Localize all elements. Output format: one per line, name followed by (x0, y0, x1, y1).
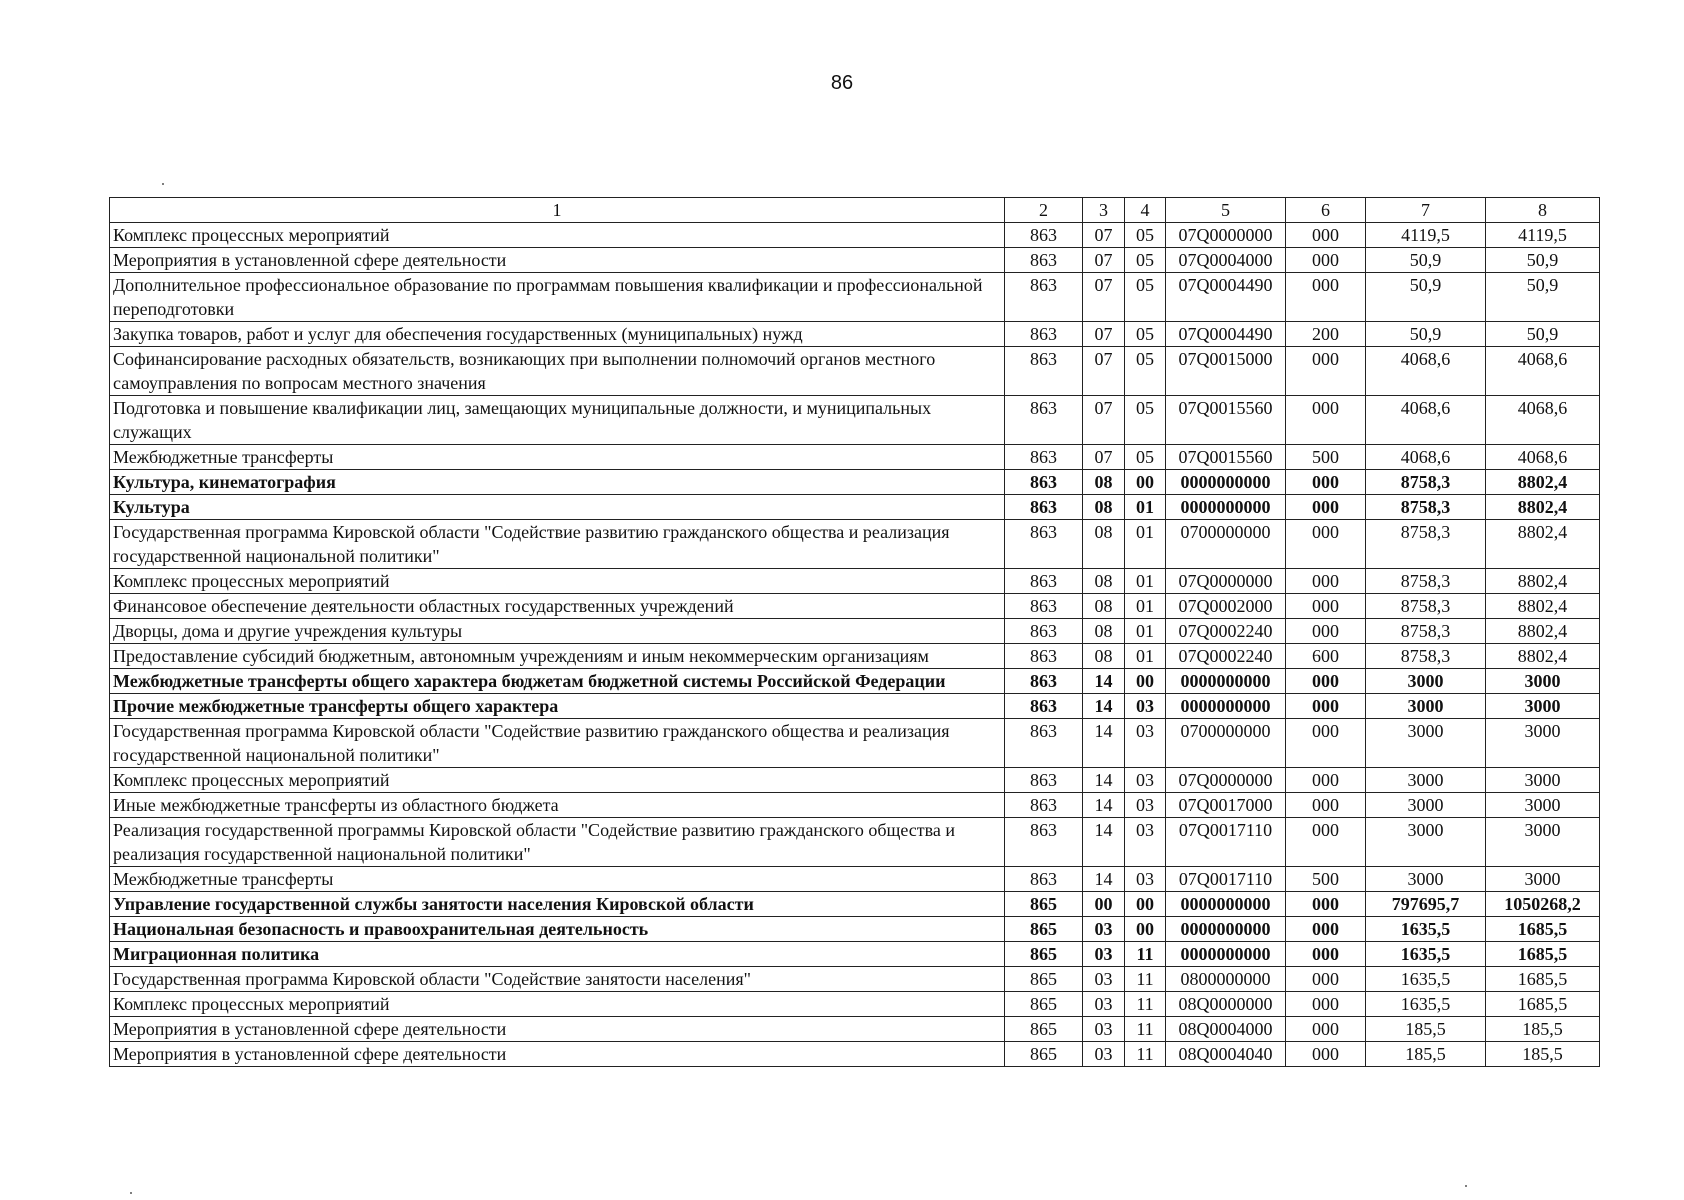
row-expense-type-cell: 000 (1286, 1017, 1366, 1042)
row-target-cell: 0800000000 (1166, 967, 1286, 992)
table-row (110, 917, 1600, 942)
row-section-cell: 08 (1083, 569, 1125, 594)
row-amount-cell: 8758,3 (1366, 495, 1486, 520)
row-code-cell: 863 (1005, 694, 1083, 719)
row-code-cell: 863 (1005, 619, 1083, 644)
row-subsection-cell: 05 (1125, 396, 1166, 445)
row-expense-type-cell: 500 (1286, 867, 1366, 892)
row-amount-cell: 3000 (1486, 694, 1600, 719)
row-section-cell: 08 (1083, 594, 1125, 619)
row-amount-cell: 185,5 (1486, 1017, 1600, 1042)
row-subsection-cell: 05 (1125, 273, 1166, 322)
row-amount-cell: 3000 (1486, 669, 1600, 694)
row-amount-cell: 1635,5 (1366, 992, 1486, 1017)
row-expense-type-cell: 000 (1286, 1042, 1366, 1067)
row-target-cell: 07Q0015560 (1166, 396, 1286, 445)
row-subsection-cell: 01 (1125, 569, 1166, 594)
row-expense-type-cell: 000 (1286, 719, 1366, 768)
row-amount-cell: 4068,6 (1366, 396, 1486, 445)
row-target-cell: 0000000000 (1166, 917, 1286, 942)
row-amount-cell: 1635,5 (1366, 942, 1486, 967)
row-target-cell: 0000000000 (1166, 669, 1286, 694)
row-amount-cell: 4068,6 (1366, 347, 1486, 396)
table-row (110, 669, 1600, 694)
row-name-cell: Комплекс процессных мероприятий (110, 992, 1005, 1017)
row-name-cell: Межбюджетные трансферты (110, 867, 1005, 892)
row-amount-cell: 3000 (1486, 867, 1600, 892)
row-target-cell: 07Q0000000 (1166, 768, 1286, 793)
row-expense-type-cell: 000 (1286, 619, 1366, 644)
row-expense-type-cell: 000 (1286, 520, 1366, 569)
table-row (110, 594, 1600, 619)
row-subsection-cell: 00 (1125, 470, 1166, 495)
row-code-cell: 865 (1005, 917, 1083, 942)
row-subsection-cell: 05 (1125, 248, 1166, 273)
row-expense-type-cell: 200 (1286, 322, 1366, 347)
table-row (110, 1017, 1600, 1042)
row-subsection-cell: 05 (1125, 322, 1166, 347)
column-header: 3 (1083, 198, 1125, 223)
row-code-cell: 863 (1005, 594, 1083, 619)
row-amount-cell: 8758,3 (1366, 619, 1486, 644)
row-subsection-cell: 11 (1125, 1017, 1166, 1042)
row-section-cell: 14 (1083, 867, 1125, 892)
row-expense-type-cell: 000 (1286, 992, 1366, 1017)
budget-table (109, 197, 1600, 1067)
row-amount-cell: 3000 (1486, 719, 1600, 768)
row-target-cell: 08Q0004000 (1166, 1017, 1286, 1042)
row-section-cell: 08 (1083, 520, 1125, 569)
scan-speck (162, 183, 164, 185)
row-section-cell: 03 (1083, 917, 1125, 942)
table-row (110, 768, 1600, 793)
row-subsection-cell: 00 (1125, 892, 1166, 917)
row-target-cell: 07Q0004490 (1166, 273, 1286, 322)
row-section-cell: 14 (1083, 694, 1125, 719)
row-amount-cell: 8758,3 (1366, 520, 1486, 569)
row-code-cell: 863 (1005, 569, 1083, 594)
row-name-cell: Дворцы, дома и другие учреждения культуры (110, 619, 1005, 644)
row-expense-type-cell: 000 (1286, 594, 1366, 619)
row-amount-cell: 4119,5 (1366, 223, 1486, 248)
row-expense-type-cell: 000 (1286, 793, 1366, 818)
row-target-cell: 07Q0017110 (1166, 867, 1286, 892)
row-amount-cell: 50,9 (1366, 322, 1486, 347)
column-header: 2 (1005, 198, 1083, 223)
row-amount-cell: 1685,5 (1486, 992, 1600, 1017)
table-row (110, 396, 1600, 445)
row-amount-cell: 8758,3 (1366, 569, 1486, 594)
row-name-cell: Национальная безопасность и правоохранительная деятельность (110, 917, 1005, 942)
row-expense-type-cell: 000 (1286, 917, 1366, 942)
column-header: 1 (110, 198, 1005, 223)
row-subsection-cell: 00 (1125, 917, 1166, 942)
row-name-cell: Реализация государственной программы Кировской области "Содействие развитию гражданского общества и реализация государственной национальной политики" (110, 818, 1005, 867)
column-header: 7 (1366, 198, 1486, 223)
row-subsection-cell: 11 (1125, 942, 1166, 967)
row-code-cell: 865 (1005, 992, 1083, 1017)
row-amount-cell: 1635,5 (1366, 967, 1486, 992)
row-section-cell: 08 (1083, 495, 1125, 520)
row-section-cell: 14 (1083, 669, 1125, 694)
row-target-cell: 07Q0015560 (1166, 445, 1286, 470)
row-subsection-cell: 00 (1125, 669, 1166, 694)
table-row (110, 619, 1600, 644)
row-amount-cell: 8802,4 (1486, 495, 1600, 520)
row-subsection-cell: 03 (1125, 793, 1166, 818)
row-code-cell: 863 (1005, 520, 1083, 569)
row-expense-type-cell: 000 (1286, 694, 1366, 719)
row-amount-cell: 797695,7 (1366, 892, 1486, 917)
row-subsection-cell: 01 (1125, 619, 1166, 644)
row-name-cell: Дополнительное профессиональное образование по программам повышения квалификации и профессиональной переподготовки (110, 273, 1005, 322)
row-name-cell: Управление государственной службы занятости населения Кировской области (110, 892, 1005, 917)
table-row (110, 818, 1600, 867)
table-row (110, 793, 1600, 818)
row-subsection-cell: 01 (1125, 594, 1166, 619)
row-amount-cell: 8802,4 (1486, 644, 1600, 669)
table-row (110, 223, 1600, 248)
row-section-cell: 07 (1083, 445, 1125, 470)
column-header: 8 (1486, 198, 1600, 223)
row-amount-cell: 4119,5 (1486, 223, 1600, 248)
row-amount-cell: 3000 (1366, 694, 1486, 719)
row-amount-cell: 4068,6 (1486, 445, 1600, 470)
row-expense-type-cell: 000 (1286, 967, 1366, 992)
row-code-cell: 865 (1005, 967, 1083, 992)
row-code-cell: 863 (1005, 273, 1083, 322)
table-row (110, 445, 1600, 470)
row-amount-cell: 3000 (1366, 719, 1486, 768)
row-subsection-cell: 11 (1125, 967, 1166, 992)
row-section-cell: 07 (1083, 273, 1125, 322)
row-code-cell: 863 (1005, 644, 1083, 669)
row-target-cell: 07Q0017000 (1166, 793, 1286, 818)
row-target-cell: 07Q0002240 (1166, 644, 1286, 669)
row-name-cell: Межбюджетные трансферты общего характера бюджетам бюджетной системы Российской Федерации (110, 669, 1005, 694)
table-row (110, 273, 1600, 322)
row-name-cell: Предоставление субсидий бюджетным, автономным учреждениям и иным некоммерческим организациям (110, 644, 1005, 669)
row-subsection-cell: 05 (1125, 445, 1166, 470)
row-expense-type-cell: 600 (1286, 644, 1366, 669)
row-name-cell: Иные межбюджетные трансферты из областного бюджета (110, 793, 1005, 818)
table-row (110, 694, 1600, 719)
row-expense-type-cell: 000 (1286, 892, 1366, 917)
row-section-cell: 07 (1083, 396, 1125, 445)
row-code-cell: 863 (1005, 322, 1083, 347)
scan-speck (1465, 1185, 1467, 1187)
row-subsection-cell: 11 (1125, 992, 1166, 1017)
row-target-cell: 07Q0004490 (1166, 322, 1286, 347)
page-number: 86 (830, 72, 854, 94)
row-section-cell: 14 (1083, 818, 1125, 867)
row-amount-cell: 50,9 (1486, 322, 1600, 347)
row-code-cell: 863 (1005, 396, 1083, 445)
row-target-cell: 07Q0015000 (1166, 347, 1286, 396)
row-amount-cell: 3000 (1366, 867, 1486, 892)
row-amount-cell: 3000 (1486, 768, 1600, 793)
row-code-cell: 863 (1005, 793, 1083, 818)
row-code-cell: 863 (1005, 818, 1083, 867)
table-row (110, 719, 1600, 768)
table-row (110, 569, 1600, 594)
row-expense-type-cell: 000 (1286, 396, 1366, 445)
row-amount-cell: 185,5 (1366, 1017, 1486, 1042)
row-target-cell: 07Q0000000 (1166, 223, 1286, 248)
row-name-cell: Мероприятия в установленной сфере деятельности (110, 248, 1005, 273)
row-section-cell: 14 (1083, 719, 1125, 768)
row-name-cell: Государственная программа Кировской области "Содействие занятости населения" (110, 967, 1005, 992)
row-amount-cell: 50,9 (1486, 248, 1600, 273)
row-amount-cell: 3000 (1486, 818, 1600, 867)
table-body (110, 223, 1600, 1067)
table-row (110, 644, 1600, 669)
row-amount-cell: 3000 (1366, 818, 1486, 867)
row-code-cell: 865 (1005, 1042, 1083, 1067)
row-code-cell: 863 (1005, 768, 1083, 793)
row-target-cell: 07Q0017110 (1166, 818, 1286, 867)
row-section-cell: 00 (1083, 892, 1125, 917)
row-code-cell: 865 (1005, 942, 1083, 967)
row-amount-cell: 3000 (1366, 768, 1486, 793)
row-code-cell: 865 (1005, 892, 1083, 917)
table-row (110, 470, 1600, 495)
row-code-cell: 865 (1005, 1017, 1083, 1042)
table-row (110, 867, 1600, 892)
row-subsection-cell: 03 (1125, 867, 1166, 892)
row-subsection-cell: 01 (1125, 495, 1166, 520)
column-header: 5 (1166, 198, 1286, 223)
row-amount-cell: 3000 (1486, 793, 1600, 818)
row-name-cell: Государственная программа Кировской области "Содействие развитию гражданского общества и реализация государственной национальной политики" (110, 520, 1005, 569)
row-code-cell: 863 (1005, 669, 1083, 694)
row-amount-cell: 3000 (1366, 793, 1486, 818)
row-expense-type-cell: 000 (1286, 223, 1366, 248)
row-amount-cell: 8802,4 (1486, 619, 1600, 644)
row-target-cell: 07Q0004000 (1166, 248, 1286, 273)
row-subsection-cell: 01 (1125, 520, 1166, 569)
table-row (110, 495, 1600, 520)
row-section-cell: 03 (1083, 942, 1125, 967)
row-section-cell: 08 (1083, 470, 1125, 495)
row-name-cell: Миграционная политика (110, 942, 1005, 967)
row-code-cell: 863 (1005, 445, 1083, 470)
row-expense-type-cell: 500 (1286, 445, 1366, 470)
row-amount-cell: 8802,4 (1486, 569, 1600, 594)
row-amount-cell: 8758,3 (1366, 470, 1486, 495)
row-target-cell: 0000000000 (1166, 892, 1286, 917)
row-target-cell: 07Q0002000 (1166, 594, 1286, 619)
row-amount-cell: 185,5 (1486, 1042, 1600, 1067)
row-name-cell: Финансовое обеспечение деятельности областных государственных учреждений (110, 594, 1005, 619)
table-row (110, 942, 1600, 967)
row-target-cell: 08Q0004040 (1166, 1042, 1286, 1067)
row-name-cell: Комплекс процессных мероприятий (110, 768, 1005, 793)
table-row (110, 992, 1600, 1017)
row-expense-type-cell: 000 (1286, 347, 1366, 396)
table-row (110, 520, 1600, 569)
row-subsection-cell: 03 (1125, 694, 1166, 719)
row-amount-cell: 1635,5 (1366, 917, 1486, 942)
row-code-cell: 863 (1005, 495, 1083, 520)
row-target-cell: 0000000000 (1166, 495, 1286, 520)
table-row (110, 248, 1600, 273)
row-amount-cell: 1685,5 (1486, 942, 1600, 967)
row-section-cell: 03 (1083, 967, 1125, 992)
row-section-cell: 08 (1083, 619, 1125, 644)
row-expense-type-cell: 000 (1286, 248, 1366, 273)
scan-speck (130, 1192, 132, 1194)
row-amount-cell: 1685,5 (1486, 967, 1600, 992)
row-section-cell: 08 (1083, 644, 1125, 669)
row-amount-cell: 50,9 (1366, 273, 1486, 322)
row-name-cell: Комплекс процессных мероприятий (110, 223, 1005, 248)
row-section-cell: 07 (1083, 223, 1125, 248)
table-row (110, 347, 1600, 396)
row-amount-cell: 8758,3 (1366, 594, 1486, 619)
row-amount-cell: 1050268,2 (1486, 892, 1600, 917)
row-amount-cell: 8802,4 (1486, 594, 1600, 619)
row-target-cell: 0700000000 (1166, 719, 1286, 768)
row-expense-type-cell: 000 (1286, 768, 1366, 793)
row-expense-type-cell: 000 (1286, 273, 1366, 322)
table-row (110, 967, 1600, 992)
row-name-cell: Культура (110, 495, 1005, 520)
row-section-cell: 14 (1083, 768, 1125, 793)
row-code-cell: 863 (1005, 470, 1083, 495)
row-amount-cell: 50,9 (1366, 248, 1486, 273)
row-amount-cell: 8758,3 (1366, 644, 1486, 669)
row-code-cell: 863 (1005, 867, 1083, 892)
row-subsection-cell: 05 (1125, 223, 1166, 248)
row-section-cell: 14 (1083, 793, 1125, 818)
row-expense-type-cell: 000 (1286, 569, 1366, 594)
row-expense-type-cell: 000 (1286, 470, 1366, 495)
column-header: 4 (1125, 198, 1166, 223)
row-subsection-cell: 03 (1125, 719, 1166, 768)
row-code-cell: 863 (1005, 248, 1083, 273)
row-subsection-cell: 01 (1125, 644, 1166, 669)
row-target-cell: 0000000000 (1166, 470, 1286, 495)
row-section-cell: 03 (1083, 992, 1125, 1017)
table-row (110, 322, 1600, 347)
row-name-cell: Закупка товаров, работ и услуг для обеспечения государственных (муниципальных) нужд (110, 322, 1005, 347)
table-row (110, 1042, 1600, 1067)
row-amount-cell: 4068,6 (1486, 347, 1600, 396)
row-amount-cell: 3000 (1366, 669, 1486, 694)
row-section-cell: 03 (1083, 1017, 1125, 1042)
row-name-cell: Софинансирование расходных обязательств, возникающих при выполнении полномочий органов местного самоуправления по вопросам местного значения (110, 347, 1005, 396)
row-expense-type-cell: 000 (1286, 495, 1366, 520)
row-section-cell: 07 (1083, 347, 1125, 396)
row-target-cell: 0700000000 (1166, 520, 1286, 569)
row-name-cell: Государственная программа Кировской области "Содействие развитию гражданского общества и реализация государственной национальной политики" (110, 719, 1005, 768)
row-subsection-cell: 03 (1125, 818, 1166, 867)
row-name-cell: Культура, кинематография (110, 470, 1005, 495)
row-target-cell: 07Q0002240 (1166, 619, 1286, 644)
table-header-row (110, 198, 1600, 223)
row-section-cell: 07 (1083, 248, 1125, 273)
row-amount-cell: 4068,6 (1486, 396, 1600, 445)
table-row (110, 892, 1600, 917)
row-name-cell: Мероприятия в установленной сфере деятельности (110, 1017, 1005, 1042)
row-name-cell: Прочие межбюджетные трансферты общего характера (110, 694, 1005, 719)
row-amount-cell: 50,9 (1486, 273, 1600, 322)
row-subsection-cell: 03 (1125, 768, 1166, 793)
row-amount-cell: 8802,4 (1486, 470, 1600, 495)
row-name-cell: Межбюджетные трансферты (110, 445, 1005, 470)
row-expense-type-cell: 000 (1286, 942, 1366, 967)
row-amount-cell: 1685,5 (1486, 917, 1600, 942)
column-header: 6 (1286, 198, 1366, 223)
row-section-cell: 03 (1083, 1042, 1125, 1067)
row-target-cell: 08Q0000000 (1166, 992, 1286, 1017)
row-target-cell: 07Q0000000 (1166, 569, 1286, 594)
row-expense-type-cell: 000 (1286, 669, 1366, 694)
row-name-cell: Подготовка и повышение квалификации лиц, замещающих муниципальные должности, и муниципальных служащих (110, 396, 1005, 445)
row-code-cell: 863 (1005, 223, 1083, 248)
row-name-cell: Комплекс процессных мероприятий (110, 569, 1005, 594)
row-section-cell: 07 (1083, 322, 1125, 347)
row-code-cell: 863 (1005, 719, 1083, 768)
row-amount-cell: 8802,4 (1486, 520, 1600, 569)
row-expense-type-cell: 000 (1286, 818, 1366, 867)
row-code-cell: 863 (1005, 347, 1083, 396)
row-name-cell: Мероприятия в установленной сфере деятельности (110, 1042, 1005, 1067)
row-subsection-cell: 05 (1125, 347, 1166, 396)
row-target-cell: 0000000000 (1166, 942, 1286, 967)
row-amount-cell: 4068,6 (1366, 445, 1486, 470)
row-amount-cell: 185,5 (1366, 1042, 1486, 1067)
row-subsection-cell: 11 (1125, 1042, 1166, 1067)
row-target-cell: 0000000000 (1166, 694, 1286, 719)
